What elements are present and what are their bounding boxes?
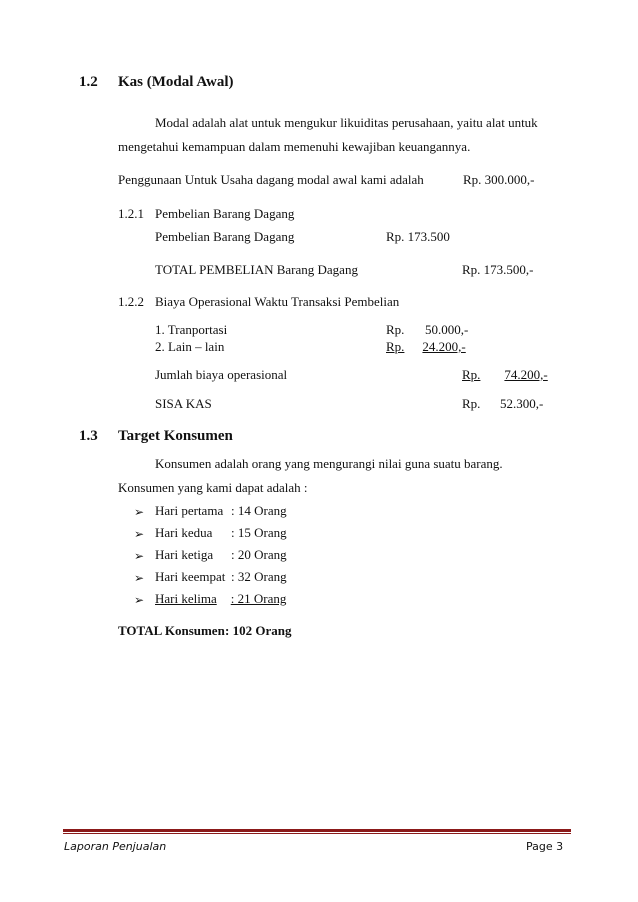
day-underlined-row: [155, 591, 286, 607]
footer-divider: [63, 829, 571, 832]
day-label: Hari pertama: [155, 503, 224, 518]
biaya-item-currency: Rp.: [386, 322, 405, 337]
biaya-item-amount: 24.200,-: [422, 339, 466, 354]
day-label: Hari ketiga: [155, 547, 214, 562]
subsection-number-1-2-1: 1.2.1: [118, 206, 144, 221]
jumlah-biaya-label: Jumlah biaya operasional: [155, 367, 288, 382]
konsumen-day-item: [134, 525, 144, 543]
day-value: : 20 Orang: [231, 547, 287, 562]
konsumen-day-item: [134, 503, 144, 521]
day-value: : 14 Orang: [231, 503, 287, 518]
subsection-title-biaya: Biaya Operasional Waktu Transaksi Pembelian: [155, 294, 400, 309]
pembelian-total-label: TOTAL PEMBELIAN Barang Dagang: [155, 262, 358, 277]
day-value: : 15 Orang: [231, 525, 287, 540]
konsumen-day-item: [134, 569, 144, 587]
day-value: : 21 Orang: [230, 591, 287, 606]
sisa-kas-currency: Rp.: [462, 396, 481, 411]
subsection-number-1-2-2: 1.2.2: [118, 294, 144, 309]
konsumen-paragraph: Konsumen adalah orang yang mengurangi nilai guna suatu barang.: [155, 456, 503, 471]
jumlah-biaya-amount: 74.200,-: [504, 367, 548, 382]
total-konsumen-value: : 102 Orang: [225, 623, 292, 638]
day-label: Hari kelima: [155, 591, 217, 606]
section-number-1-3: 1.3: [79, 428, 98, 444]
sisa-kas-amount: 52.300,-: [500, 396, 544, 411]
kas-paragraph-line1: Modal adalah alat untuk mengukur likuiditas perusahaan, yaitu alat untuk: [155, 115, 538, 130]
pembelian-total-value: Rp. 173.500,-: [462, 262, 534, 277]
page-number: Page 3: [526, 840, 564, 853]
konsumen-day-item: [134, 591, 144, 609]
sisa-kas-label: SISA KAS: [155, 396, 212, 411]
day-label: Hari keempat: [155, 569, 226, 584]
jumlah-biaya-currency: Rp.: [462, 367, 481, 382]
biaya-item-underlined-row: [386, 339, 469, 355]
total-konsumen-label: TOTAL Konsumen: [118, 623, 225, 638]
arrow-bullet-icon: ➢: [134, 505, 145, 519]
pembelian-item-value: Rp. 173.500: [386, 229, 450, 244]
day-value: : 32 Orang: [231, 569, 287, 584]
biaya-item-label: 2. Lain – lain: [155, 339, 225, 354]
jumlah-biaya-underlined-row: [462, 367, 548, 383]
modal-label: Penggunaan Untuk Usaha dagang modal awal kami adalah: [118, 172, 424, 187]
arrow-bullet-icon: ➢: [134, 527, 145, 541]
konsumen-day-item: [134, 547, 144, 565]
footer-divider-thin: [63, 833, 571, 834]
kas-paragraph-line2: mengetahui kemampuan dalam memenuhi kewajiban keuangannya.: [118, 139, 471, 154]
section-title-kas: Kas (Modal Awal): [118, 74, 234, 90]
section-title-target-konsumen: Target Konsumen: [118, 428, 233, 444]
biaya-item-currency: Rp.: [386, 339, 405, 354]
section-number-1-2: 1.2: [79, 74, 98, 90]
biaya-item-label: 1. Tranportasi: [155, 322, 228, 337]
biaya-item-amount: 50.000,-: [425, 322, 469, 337]
arrow-bullet-icon: ➢: [134, 571, 145, 585]
subsection-title-pembelian: Pembelian Barang Dagang: [155, 206, 295, 221]
arrow-bullet-icon: ➢: [134, 593, 145, 607]
pembelian-item-label: Pembelian Barang Dagang: [155, 229, 295, 244]
konsumen-intro: Konsumen yang kami dapat adalah :: [118, 480, 308, 495]
modal-value: Rp. 300.000,-: [463, 172, 535, 187]
arrow-bullet-icon: ➢: [134, 549, 145, 563]
day-label: Hari kedua: [155, 525, 213, 540]
footer-title: Laporan Penjualan: [64, 840, 167, 853]
